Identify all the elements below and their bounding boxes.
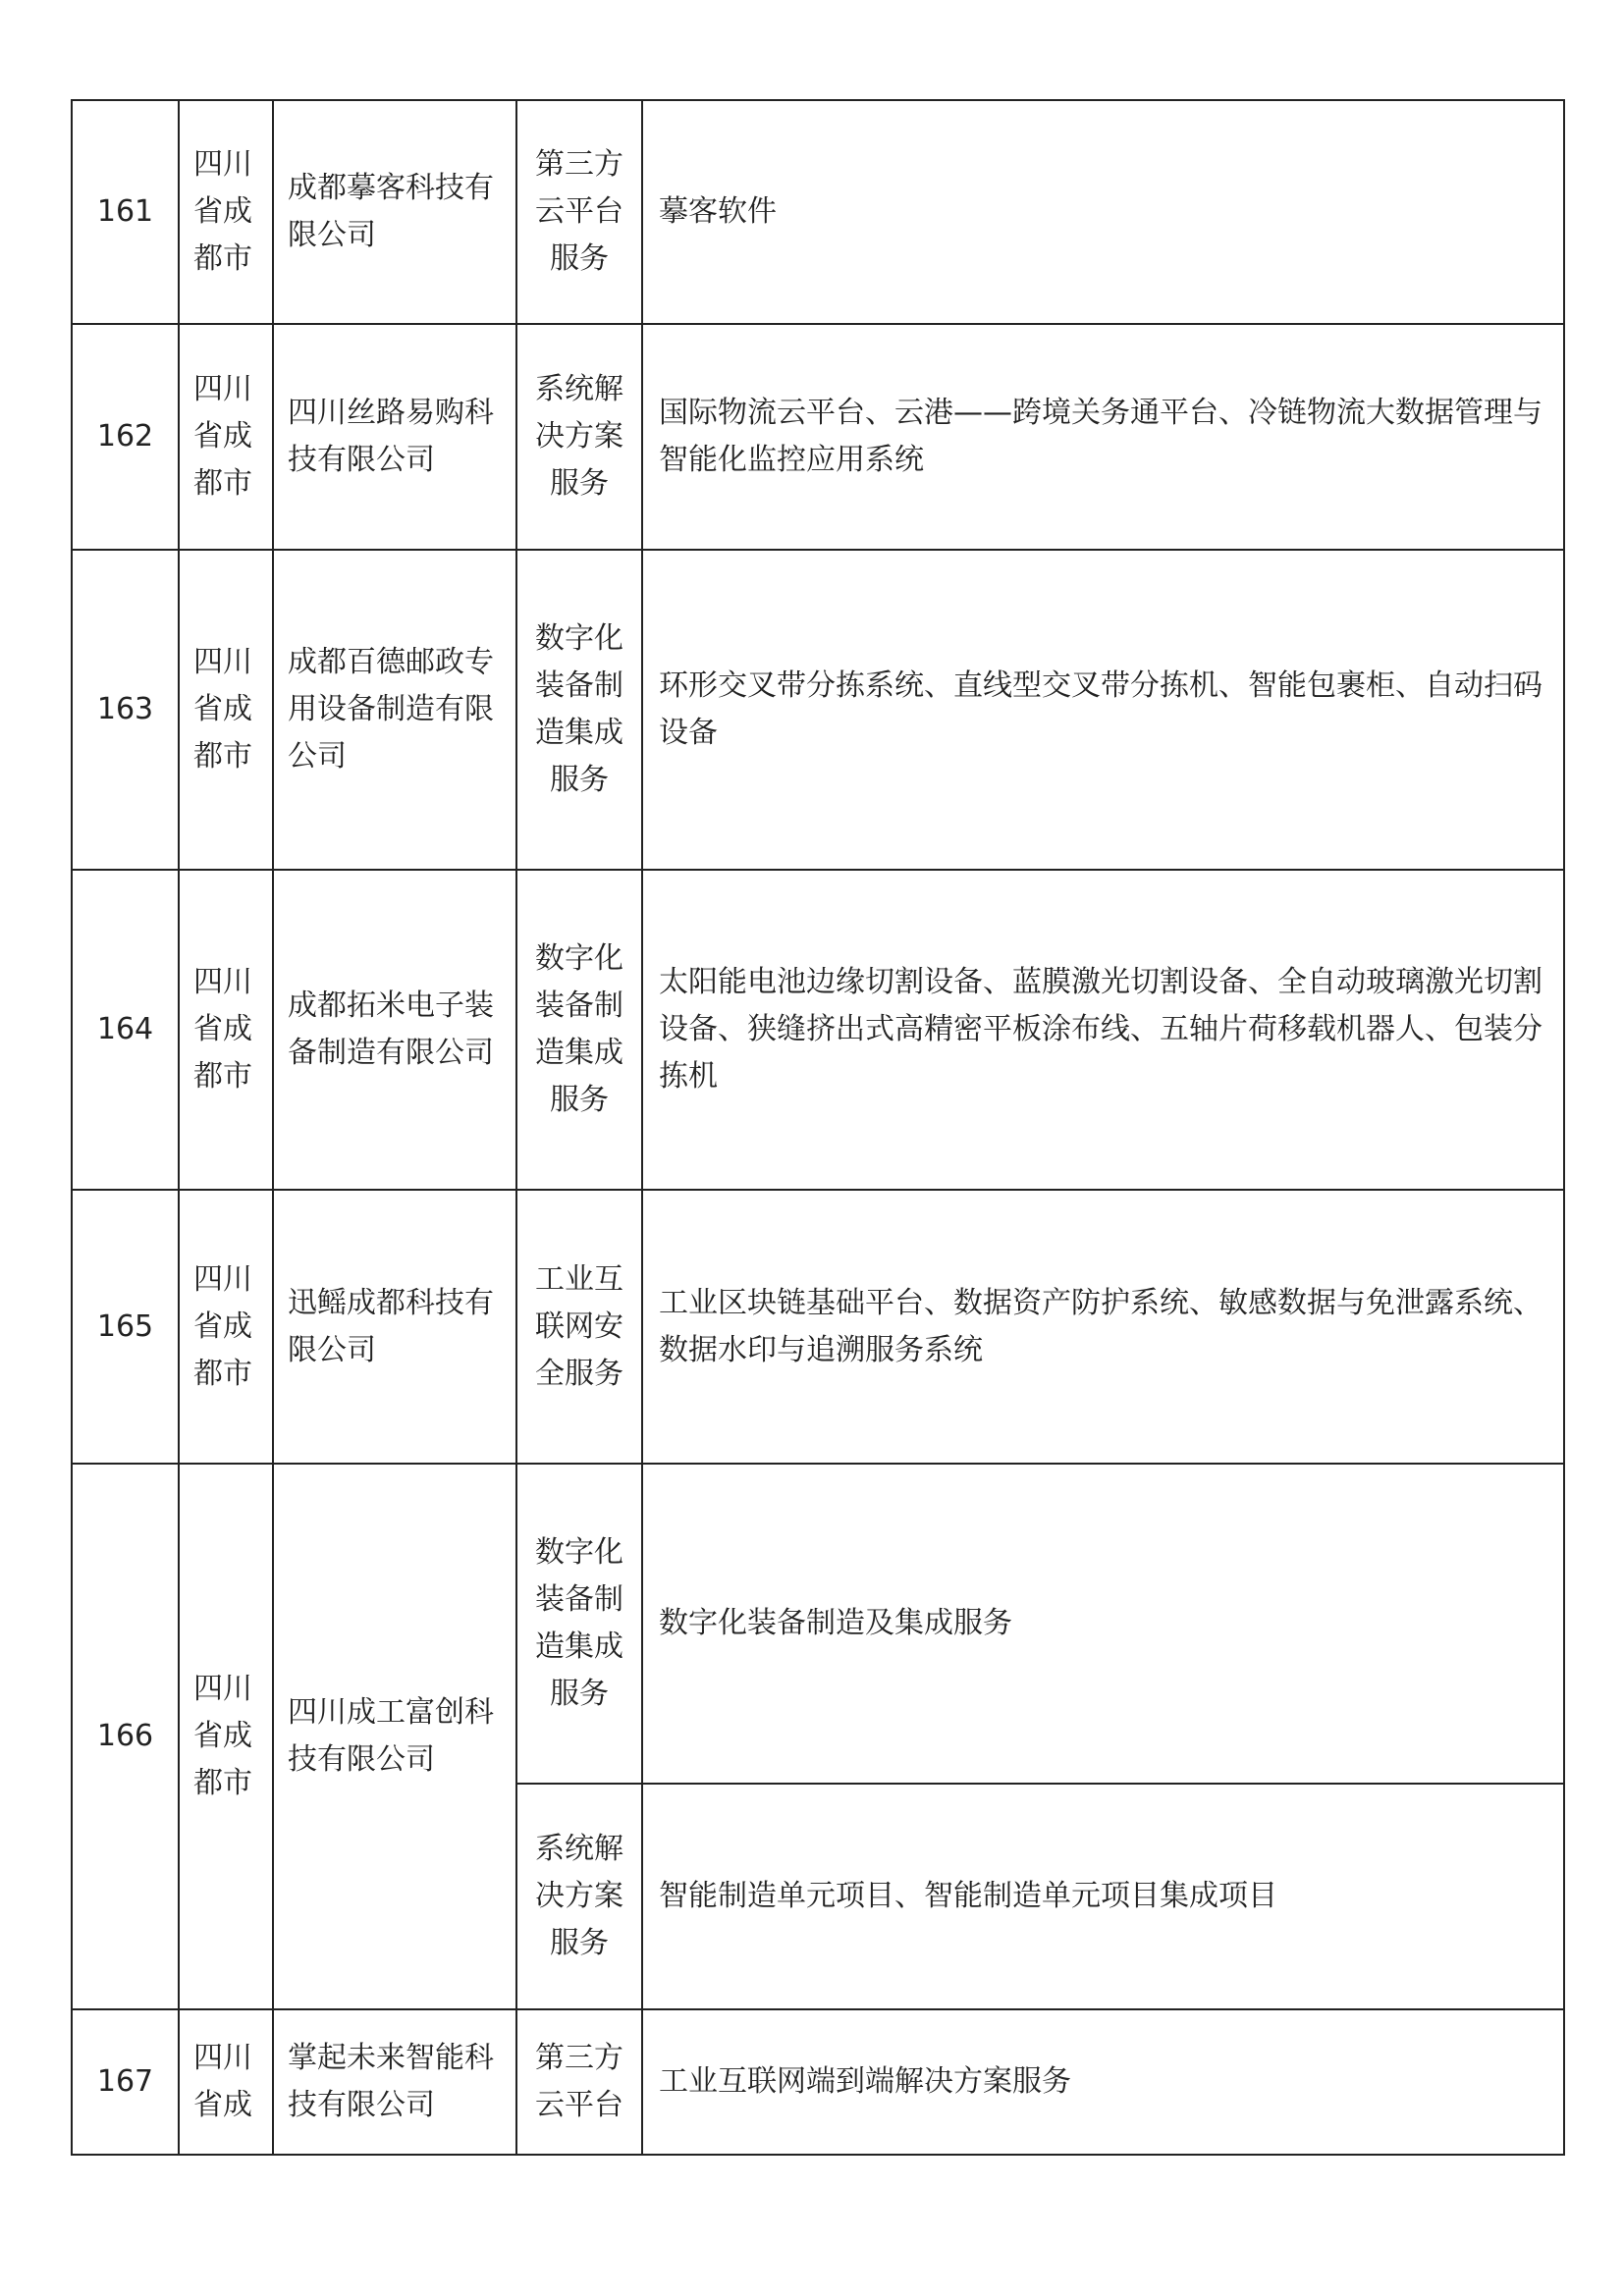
row-number: 162	[72, 324, 179, 550]
table-row	[72, 1464, 1564, 1784]
service-type: 数字化装备制造集成服务	[516, 1464, 642, 1784]
table-row	[72, 324, 1564, 550]
province-cell: 四川省成都市	[179, 324, 273, 550]
product-name: 工业区块链基础平台、数据资产防护系统、敏感数据与免泄露系统、数据水印与追溯服务系统	[642, 1190, 1564, 1464]
row-number: 166	[72, 1464, 179, 2009]
province-cell: 四川省成都市	[179, 550, 273, 870]
table-row	[72, 2009, 1564, 2155]
province-cell: 四川省成都市	[179, 1464, 273, 2009]
service-type: 系统解决方案服务	[516, 1784, 642, 2009]
company-name: 迅鳐成都科技有限公司	[273, 1190, 516, 1464]
table-row	[72, 100, 1564, 324]
service-type: 数字化装备制造集成服务	[516, 870, 642, 1190]
product-name: 环形交叉带分拣系统、直线型交叉带分拣机、智能包裹柜、自动扫码设备	[642, 550, 1564, 870]
product-name: 智能制造单元项目、智能制造单元项目集成项目	[642, 1784, 1564, 2009]
company-name: 四川丝路易购科技有限公司	[273, 324, 516, 550]
service-type: 第三方云平台服务	[516, 100, 642, 324]
company-name: 成都百德邮政专用设备制造有限公司	[273, 550, 516, 870]
table-row	[72, 550, 1564, 870]
service-type: 数字化装备制造集成服务	[516, 550, 642, 870]
product-name: 摹客软件	[642, 100, 1564, 324]
province-cell: 四川省成都市	[179, 100, 273, 324]
table-row	[72, 1190, 1564, 1464]
row-number: 165	[72, 1190, 179, 1464]
company-name: 四川成工富创科技有限公司	[273, 1464, 516, 2009]
province-cell: 四川省成	[179, 2009, 273, 2155]
company-name: 掌起未来智能科技有限公司	[273, 2009, 516, 2155]
table-row	[72, 870, 1564, 1190]
company-table	[71, 99, 1565, 2156]
product-name: 数字化装备制造及集成服务	[642, 1464, 1564, 1784]
province-cell: 四川省成都市	[179, 1190, 273, 1464]
service-type: 工业互联网安全服务	[516, 1190, 642, 1464]
product-name: 太阳能电池边缘切割设备、蓝膜激光切割设备、全自动玻璃激光切割设备、狭缝挤出式高精密平板涂布线、五轴片荷移载机器人、包装分拣机	[642, 870, 1564, 1190]
company-name: 成都摹客科技有限公司	[273, 100, 516, 324]
service-type: 第三方云平台	[516, 2009, 642, 2155]
province-cell: 四川省成都市	[179, 870, 273, 1190]
row-number: 167	[72, 2009, 179, 2155]
product-name: 国际物流云平台、云港——跨境关务通平台、冷链物流大数据管理与智能化监控应用系统	[642, 324, 1564, 550]
row-number: 163	[72, 550, 179, 870]
product-name: 工业互联网端到端解决方案服务	[642, 2009, 1564, 2155]
service-type: 系统解决方案服务	[516, 324, 642, 550]
row-number: 161	[72, 100, 179, 324]
company-name: 成都拓米电子装备制造有限公司	[273, 870, 516, 1190]
row-number: 164	[72, 870, 179, 1190]
